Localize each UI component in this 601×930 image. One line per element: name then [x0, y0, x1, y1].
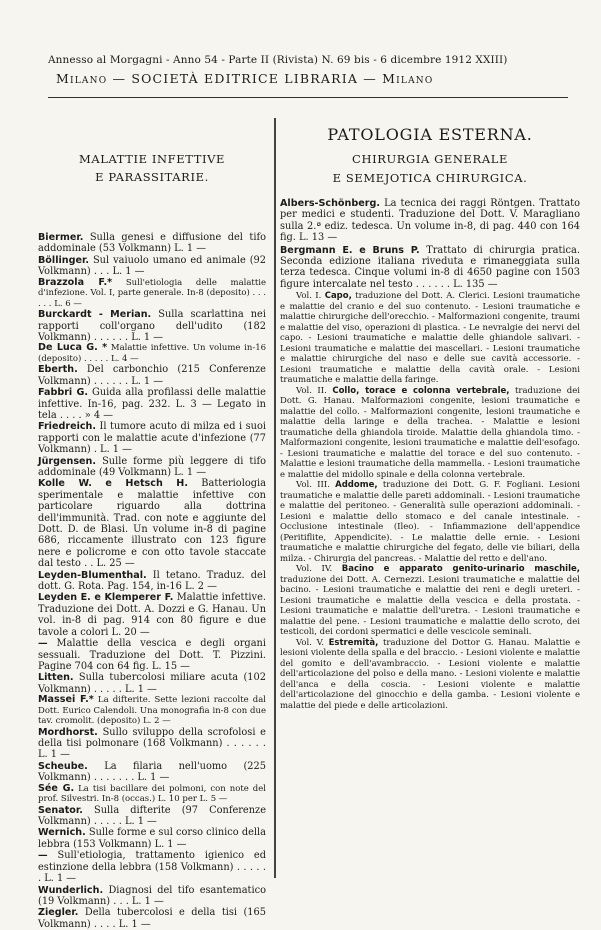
volume-text: traduzione dei Dott. A. Cernezzi. Lesioni traumatiche e malattie del bacino. - Lesioni traumatiche e malattie dei reni e degli ureteri. - Lesioni traumatiche e malattie della vescica e della prostata. - Lesioni traumatiche e malattie dell'uretra. - Lesioni traumatiche e malattie del pene. - Lesioni traumatiche e malattie dello scroto, dei testicoli, dei cordoni spermatici e delle vescicole seminali. — [280, 574, 580, 638]
volume-item — [280, 480, 580, 564]
volume-item — [280, 291, 580, 386]
list-item — [38, 761, 266, 784]
entry-author: Fabbri G. — [38, 387, 88, 399]
list-item — [38, 907, 266, 930]
volume-subject: Collo, torace e colonna vertebrale, — [332, 385, 510, 396]
entry-author: Brazzola F.* — [38, 276, 113, 288]
entry-text: Sull'etiologia delle malattie d'infezione. Vol. I, parte generale. In-8 (deposito) . . . . . . L. 6 — — [38, 277, 267, 309]
volume-text: traduzione dei Dott. G. F. Fogliani. Lesioni traumatiche e malattie delle pareti addominali. - Lesioni traumatiche e malattie del peritoneo. - Generalità sulle operazioni addominali. - Lesioni e malattie dello stomaco e del canale intestinale. - Occlusione intestinale (Ileo). - Infiammazione dell'appendice (Peritiflite, Appendicite). - Le malattie delle ernie. - Lesioni traumatiche e malattie chirurgiche del fegato, delle vie biliari, della milza. - Chirurgia del pancreas. - Malattie del retto e dell'ano. — [280, 480, 581, 564]
list-item — [38, 827, 266, 850]
entry-author: Wernich. — [38, 827, 86, 839]
subtitle-line-2: E SEMEJOTICA CHIRURGICA. — [332, 171, 528, 185]
volume-label: Vol. I. — [296, 291, 322, 302]
list-item — [38, 695, 266, 727]
list-item — [38, 592, 266, 638]
list-item — [38, 672, 266, 695]
entry-text: Sulla scarlattina nei rapporti coll'organo dell'udito (182 Volkmann) . . . . . . L. 1 — — [38, 309, 266, 343]
list-item — [38, 278, 266, 310]
entry-text: Il tumore acuto di milza ed i suoi rapporti con le malattie acute d'infezione (77 Volkmann) . L. 1 — — [38, 421, 266, 456]
column-divider — [274, 118, 276, 878]
entry-author: Leyden E. e Klemperer F. — [38, 592, 174, 604]
entry-text: Malattie infettive. Un volume in-16 (deposito) . . . . . L. 4 — — [38, 343, 267, 364]
section-subtitle-infettive: E PARASSITARIE. — [95, 170, 209, 184]
entry-author: Mordhorst. — [38, 726, 98, 738]
entry-text: Della tubercolosi e della tisi (165 Volkmann) . . . . L. 1 — — [38, 907, 266, 930]
entry-author: Leyden-Blumenthal. — [38, 569, 147, 581]
volume-text: traduzione del Dott. A. Clerici. Lesioni traumatiche e malattie del cranio e del suo contenuto. - Lesioni traumatiche e malattie chirurgiche dell'orecchio. - Malformazioni congenite, traumi e malattie del viso, operazioni di plastica. - Le nevralgie dei nervi del capo. - Lesioni traumatiche e malattie delle ghiandole salivari. - Lesioni traumatiche e malattie dei mascellari. - Lesioni traumatiche e malattie chirurgiche del naso e delle sue cavità accessorie. - Lesioni traumatiche e malattie della cavità orale. - Lesioni traumatiche e malattie della faringe. — [280, 291, 581, 386]
left-entry-list — [38, 232, 266, 930]
list-item — [38, 364, 266, 387]
volume-label: Vol. II. — [296, 385, 327, 396]
right-entry-list — [280, 198, 580, 290]
entry-text: Sulla difterite (97 Conferenze Volkmann) . . . . . L. 1 — — [38, 804, 266, 828]
volume-label: Vol. IV. — [296, 564, 333, 575]
entry-author: Burckardt - Merian. — [38, 309, 152, 321]
entry-author: Eberth. — [38, 364, 78, 376]
entry-text: La filaria nell'uomo (225 Volkmann) . . . . . . . L. 1 — — [38, 760, 266, 784]
right-column — [280, 125, 580, 711]
entry-author: — — [38, 850, 48, 862]
section-title-patologia: PATOLOGIA ESTERNA. — [327, 125, 533, 144]
entry-text: La tecnica dei raggi Röntgen. Trattato per medici e studenti. Traduzione del Dott. V. Maragliano sulla 2.ª ediz. tedesca. Un volume in-8, di pag. 440 con 164 fig. L. 13 — — [280, 198, 580, 244]
entry-author: Scheube. — [38, 760, 88, 772]
list-item — [38, 885, 266, 908]
entry-author: Albers-Schönberg. — [280, 198, 380, 209]
list-item — [38, 727, 266, 761]
entry-author: Litten. — [38, 672, 74, 684]
list-item — [38, 309, 266, 343]
list-item — [38, 387, 266, 421]
list-item — [38, 638, 266, 672]
entry-author: Ziegler. — [38, 907, 79, 919]
list-item — [38, 232, 266, 255]
entry-text: Sulla genesi e diffusione del tifo addominale (53 Volkmann) L. 1 — — [38, 232, 266, 255]
entry-text: Sulla tubercolosi miliare acuta (102 Volkmann) . . . . . L. 1 — — [38, 672, 266, 695]
list-item — [38, 850, 266, 884]
entry-text: Sullo sviluppo della scrofolosi e della tisi polmonare (168 Volkmann) . . . . . . L. 1 — — [38, 726, 266, 761]
section-subtitle-chirurgia — [280, 150, 580, 188]
entry-text: La tisi bacillare dei polmoni, con note del prof. Silvestri. In-8 (occas.) L. 10 per L. 5 — — [38, 783, 266, 805]
list-item — [38, 478, 266, 569]
section-title-infettive: MALATTIE INFETTIVE — [78, 152, 226, 166]
volume-subject: Estremità, — [328, 637, 379, 648]
volume-label: Vol. V. — [296, 637, 324, 648]
list-item — [280, 198, 580, 244]
entry-author: De Luca G. * — [38, 342, 108, 354]
entry-text: Sull'etiologia, trattamento igienico ed estinzione della lebbra (158 Volkmann) . . . . . . L. 1 — — [38, 850, 266, 885]
list-item — [38, 456, 266, 479]
entry-author: Massei F.* — [38, 694, 94, 706]
volume-text: traduzione del Dottor G. Hanau. Malattie e lesioni violente della spalla e del braccio. - Lesioni violente e malattie del gomito e dell'avambraccio. - Lesioni violente e malattie dell'articolazione del polso e della mano. - Lesioni violente e malattie dell'anca e della coscia. - Lesioni violente e malattie dell'articolazione del ginocchio e della gamba. - Lesioni violente e malattie del piede e delle articolazioni. — [280, 637, 581, 711]
list-item — [38, 805, 266, 828]
entry-author: Friedreich. — [38, 421, 97, 433]
entry-text: Sulle forme più leggere di tifo addominale (49 Volkmann) L. 1 — — [38, 455, 266, 478]
entry-author: Sée G. — [38, 782, 75, 794]
entry-text: Sul vaiuolo umano ed animale (92 Volkmann) . . . L. 1 — — [38, 254, 266, 278]
volume-item — [280, 564, 580, 638]
list-item — [280, 245, 580, 291]
subtitle-line-1: CHIRURGIA GENERALE — [352, 152, 508, 166]
entry-text: Il tetano. Traduz. del dott. G. Rota. Pag. 154, in-16 L. 2 — — [38, 569, 266, 593]
entry-author: Jürgensen. — [38, 455, 97, 467]
volume-subject: Bacino e apparato genito-urinario maschile, — [341, 564, 580, 575]
volume-label: Vol. III. — [296, 480, 330, 491]
publisher-header: Milano — SOCIETÀ EDITRICE LIBRARIA — Milano — [56, 71, 434, 86]
list-item — [38, 570, 266, 593]
journal-header: Annesso al Morgagni - Anno 54 - Parte II (Rivista) N. 69 bis - 6 dicembre 1912 XXIII) — [48, 54, 508, 66]
entry-author: — — [38, 638, 48, 650]
entry-author: Senator. — [38, 804, 83, 816]
entry-text: Sulle forme e sul corso clinico della lebbra (153 Volkmann) L. 1 — — [38, 827, 266, 850]
entry-author: Böllinger. — [38, 254, 89, 266]
list-item — [38, 255, 266, 278]
entry-text: Trattato di chirurgia pratica. Seconda edizione italiana riveduta e rimaneggiata sulla terza tedesca. Cinque volumi in-8 di 4650 pagine con 1503 figure intercalate nel testo . . . . . . L. 135 — — [280, 244, 580, 290]
volume-subject: Addome, — [335, 480, 378, 491]
entry-author: Kolle W. e Hetsch H. — [38, 478, 188, 490]
volume-item — [280, 638, 580, 712]
entry-text: Malattie della vescica e degli organi sessuali. Traduzione del Dott. T. Pizzini. Pagine 704 con 64 fig. L. 15 — — [38, 638, 266, 672]
list-item — [38, 421, 266, 455]
volume-list — [280, 291, 580, 711]
entry-text: Guida alla profilassi delle malattie infettive. In-16, pag. 232. L. 3 — Legato in tela . . . . » 4 — — [38, 387, 266, 421]
list-item — [38, 784, 266, 805]
entry-author: Wunderlich. — [38, 884, 104, 896]
entry-text: Malattie infettive. Traduzione dei Dott. A. Dozzi e G. Hanau. Un vol. in-8 di pag. 914 con 80 figure e due tavole a colori L. 20 — — [38, 592, 266, 638]
entry-text: Batteriologia sperimentale e malattie infettive con particolare riguardo alla dottrina dell'immunità. Trad. con note e aggiunte del Dott. D. de Blasi. Un volume in-8 di pagine 686, riccamente illustrato con 123 figure nere e policrome e con otto tavole staccate dal testo . . L. 25 — — [38, 478, 266, 570]
volume-text: traduzione dei Dott. G. Hanau. Malformazioni congenite, lesioni traumatiche e malattie del collo. - Malformazioni congenite, lesioni traumatiche e malattie della laringe e della trachea. - Malattie e lesioni traumatiche della ghiandola tiroide. Malattie della ghiandola timo. - Malformazioni congenite, lesioni traumatiche e malattie dell'esofago. - Lesioni traumatiche e malattie del torace e del suo contenuto. - Malattie e lesioni traumatiche della mammella. - Lesioni traumatiche e malattie del midollo spinale e della colonna vertebrale. — [280, 385, 580, 480]
entry-text: La difterite. Sette lezioni raccolte dal Dott. Eurico Calendoli. Una monografia in-8 con due tav. cromolit. (deposito) L. 2 — — [38, 695, 266, 727]
volume-subject: Capo, — [324, 291, 352, 302]
volume-item — [280, 386, 580, 481]
entry-author: Biermer. — [38, 232, 84, 243]
entry-text: Del carbonchio (215 Conferenze Volkmann) . . . . . . L. 1 — — [38, 364, 266, 387]
header-rule — [48, 97, 568, 98]
entry-text: Diagnosi del tifo esantematico (19 Volkmann) . . . L. 1 — — [38, 884, 266, 907]
entry-author: Bergmann E. e Bruns P. — [280, 244, 420, 256]
left-column — [38, 150, 266, 930]
list-item — [38, 343, 266, 364]
